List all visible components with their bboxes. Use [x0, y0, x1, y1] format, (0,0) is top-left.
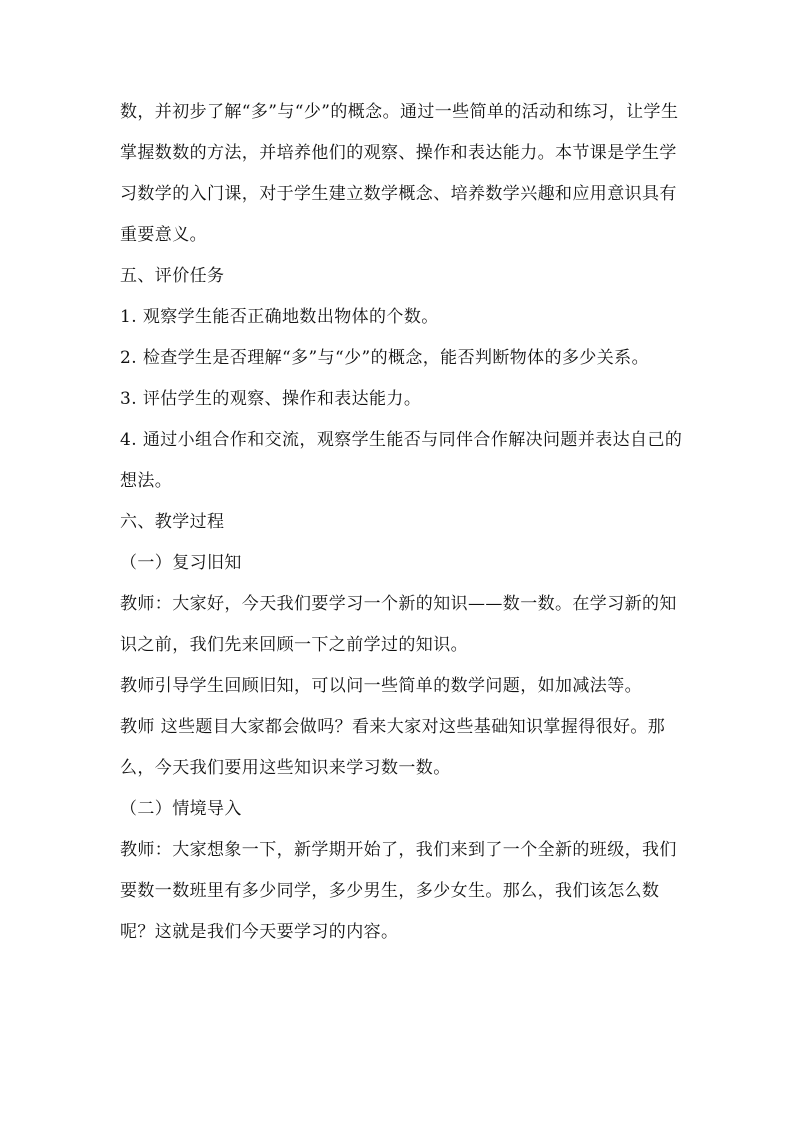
intro-paragraph: 数，并初步了解“多”与“少”的概念。通过一些简单的活动和练习，让学生掌握数数的方法，并培养他们的观察、操作和表达能力。本节课是学生学习数学的入门课，对于学生建立数学概念、培养数学兴趣和应用意识具有重要意义。	[120, 102, 679, 245]
teacher-intro-paragraph: 教师：大家好，今天我们要学习一个新的知识——数一数。在学习新的知识之前，我们先来回顾一下之前学过的知识。	[120, 594, 677, 655]
subsection-scenario: （二）情境导入	[120, 799, 242, 819]
evaluation-item-4: 4. 通过小组合作和交流，观察学生能否与同伴合作解决问题并表达自己的想法。	[120, 430, 683, 491]
teacher-guidance-paragraph: 教师引导学生回顾旧知，可以问一些简单的数学问题，如加减法等。	[120, 676, 642, 696]
document-body	[120, 92, 690, 953]
section-heading-teaching-process: 六、教学过程	[120, 512, 225, 532]
section-heading-evaluation: 五、评价任务	[120, 266, 225, 286]
evaluation-item-1: 1. 观察学生能否正确地数出物体的个数。	[120, 307, 439, 327]
evaluation-item-2: 2. 检查学生是否理解“多”与“少”的概念，能否判断物体的多少关系。	[120, 348, 649, 368]
teacher-question-paragraph: 教师 这些题目大家都会做吗？看来大家对这些基础知识掌握得很好。那么，今天我们要用这些知识来学习数一数。	[120, 717, 666, 778]
evaluation-item-3: 3. 评估学生的观察、操作和表达能力。	[120, 389, 422, 409]
subsection-review: （一）复习旧知	[120, 553, 242, 573]
scenario-paragraph: 教师：大家想象一下，新学期开始了，我们来到了一个全新的班级，我们要数一数班里有多少同学，多少男生，多少女生。那么，我们该怎么数呢？这就是我们今天要学习的内容。	[120, 840, 677, 942]
